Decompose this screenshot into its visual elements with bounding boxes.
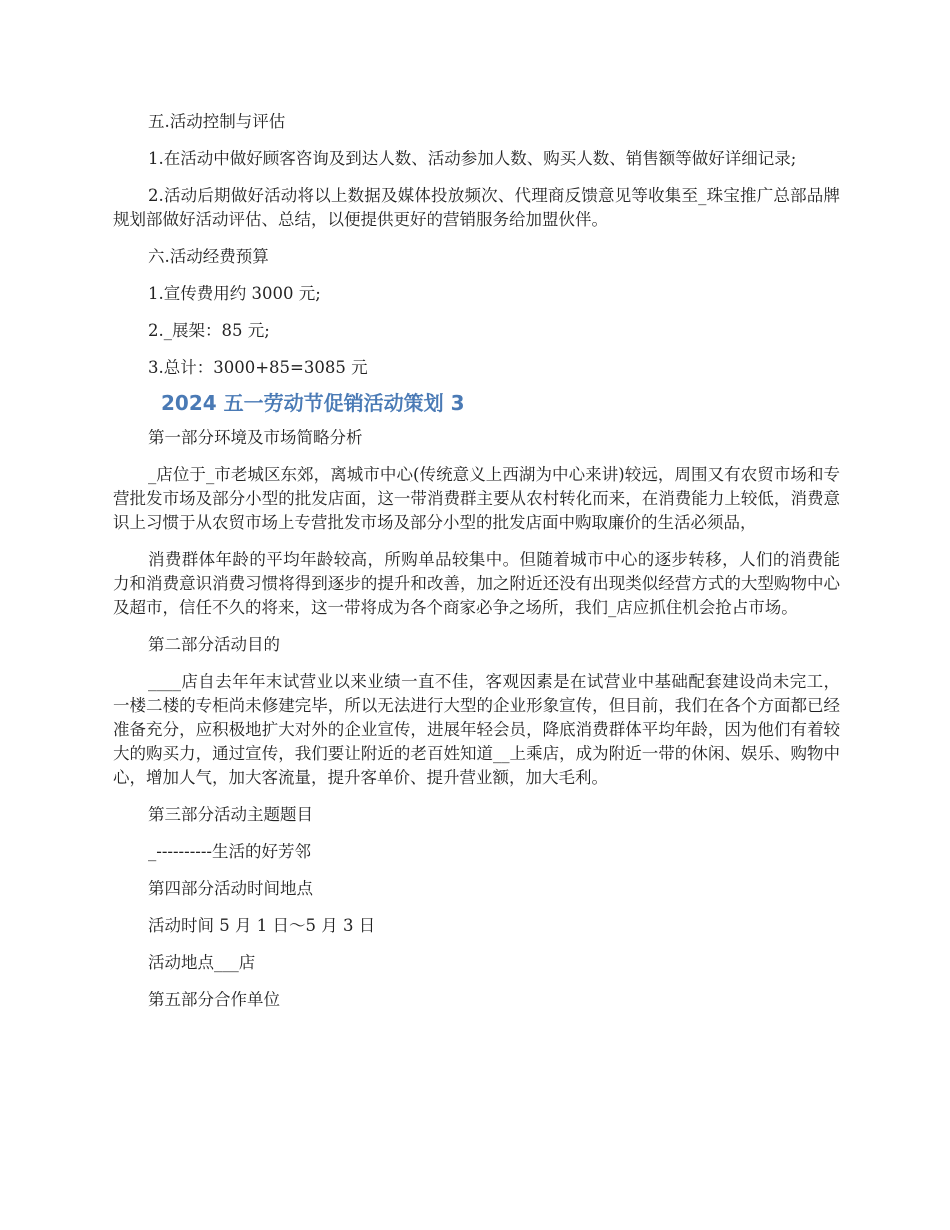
paragraph: 活动时间 5 月 1 日～5 月 3 日 — [148, 916, 376, 935]
paragraph: _店位于_市老城区东郊，离城市中心(传统意义上西湖为中心来讲)较远，周围又有农贸市场和专营批发市场及部分小型的批发店面，这一带消费群主要从农村转化而来，在消费能力上较低，消费意识上习惯于从农贸市场上专营批发市场及部分小型的批发店面中购取廉价的生活必须品， — [113, 465, 840, 532]
section-title: 第四部分活动时间地点 — [148, 879, 313, 898]
section-title: 第三部分活动主题题目 — [148, 805, 313, 824]
list-item: 3.总计：3000+85=3085 元 — [148, 358, 368, 377]
paragraph: 消费群体年龄的平均年龄较高，所购单品较集中。但随着城市中心的逐步转移，人们的消费能力和消费意识消费习惯将得到逐步的提升和改善，加之附近还没有出现类似经营方式的大型购物中心及超市，信任不久的将来，这一带将成为各个商家必争之场所，我们_店应抓住机会抢占市场。 — [113, 550, 840, 617]
paragraph: _----------生活的好芳邻 — [148, 842, 312, 861]
section-title: 第一部分环境及市场简略分析 — [148, 428, 363, 447]
section-title: 第五部分合作单位 — [148, 990, 280, 1009]
paragraph: 活动地点___店 — [148, 953, 256, 972]
paragraph: 2.活动后期做好活动将以上数据及媒体投放频次、代理商反馈意见等收集至_珠宝推广总部品牌规划部做好活动评估、总结，以便提供更好的营销服务给加盟伙伴。 — [113, 186, 840, 229]
document-page — [113, 110, 840, 1012]
paragraph: 1.在活动中做好顾客咨询及到达人数、活动参加人数、购买人数、销售额等做好详细记录; — [148, 149, 797, 168]
section-title: 五.活动控制与评估 — [148, 112, 286, 131]
list-item: 2._展架：85 元; — [148, 321, 270, 340]
document-heading: 2024 五一劳动节促销活动策划 3 — [161, 391, 465, 415]
section-title: 六.活动经费预算 — [148, 247, 269, 266]
paragraph: ____店自去年年末试营业以来业绩一直不佳，客观因素是在试营业中基础配套建设尚未完工，一楼二楼的专柜尚未修建完毕，所以无法进行大型的企业形象宣传，但目前，我们在各个方面都已经准备充分，应积极地扩大对外的企业宣传，进展年轻会员，降底消费群体平均年龄，因为他们有着较大的购买力，通过宣传，我们要让附近的老百姓知道__上乘店，成为附近一带的休闲、娱乐、购物中心，增加人气，加大客流量，提升客单价、提升营业额，加大毛利。 — [113, 672, 840, 787]
section-title: 第二部分活动目的 — [148, 635, 280, 654]
list-item: 1.宣传费用约 3000 元; — [148, 284, 321, 303]
